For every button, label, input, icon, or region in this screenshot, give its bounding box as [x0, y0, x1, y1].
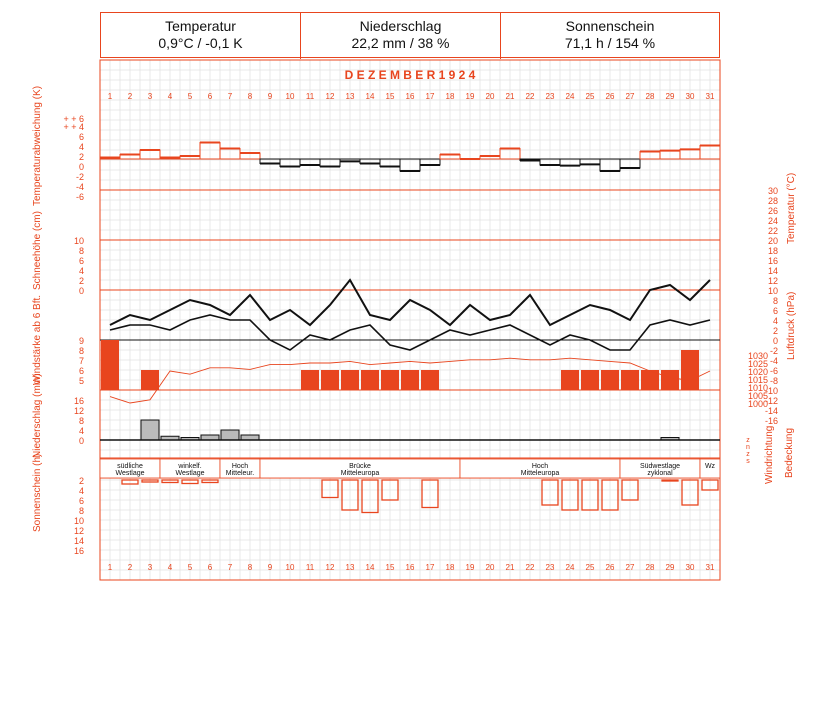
day-label-top: 15	[385, 92, 395, 101]
day-label-bottom: 27	[625, 563, 635, 572]
temp-anomaly-tick: 4	[78, 142, 84, 152]
precip-axis-label: Niederschlag (mm)	[32, 373, 43, 458]
weather-type-label: Hoch	[531, 463, 549, 470]
temperature-tick: 0	[772, 336, 778, 346]
winddir-tick: n	[746, 444, 750, 451]
day-label-bottom: 2	[127, 563, 133, 572]
temperature-tick: -2	[769, 346, 778, 356]
day-label-bottom: 24	[565, 563, 575, 572]
day-label-top: 9	[267, 92, 273, 101]
weather-type-label: Brücke	[349, 463, 371, 470]
day-label-top: 6	[207, 92, 213, 101]
temp-anomaly-tick: -4	[75, 182, 84, 192]
day-label-bottom: 22	[525, 563, 535, 572]
weather-type-label: südliche	[117, 463, 143, 470]
precip-title: Niederschlag	[359, 18, 442, 34]
day-label-top: 5	[187, 92, 193, 101]
cloud-right-axis-label: Bedeckung	[784, 427, 795, 478]
day-label-top: 11	[305, 92, 315, 101]
day-label-top: 17	[425, 92, 435, 101]
sun-tick: 8	[78, 506, 84, 516]
winddir-tick: z	[746, 451, 750, 458]
wind-bar	[321, 370, 339, 390]
day-label-top: 10	[285, 92, 295, 101]
temperature-tick: 10	[767, 286, 778, 296]
precip-tick: 4	[78, 426, 84, 436]
day-label-top: 31	[705, 92, 715, 101]
temp-anomaly-tick: 2	[78, 152, 84, 162]
wind-tick: 6	[78, 366, 84, 376]
sun-title: Sonnenschein	[565, 18, 655, 34]
sun-tick: 16	[73, 546, 84, 556]
wind-bar	[341, 370, 359, 390]
sun-tick: 10	[73, 516, 84, 526]
precip-tick: 0	[78, 436, 84, 446]
temperature-tick: 12	[767, 276, 778, 286]
wind-bar	[661, 370, 679, 390]
sunshine-bar	[662, 480, 678, 481]
winddir-right-axis-label: Windrichtung	[764, 425, 775, 484]
sun-tick: 12	[73, 526, 84, 536]
pressure-tick: 1030	[747, 351, 768, 361]
weather-type-label: Mitteleuropa	[520, 470, 560, 477]
temperature-tick: 2	[772, 326, 778, 336]
wind-tick: 9	[78, 336, 84, 346]
weather-type-label: Wz	[704, 463, 716, 470]
temperature-tick: -8	[769, 376, 778, 386]
precip-tick: 8	[78, 416, 84, 426]
weather-type-label: Südwestlage	[639, 463, 681, 470]
temperature-tick: 6	[772, 306, 778, 316]
day-label-bottom: 30	[685, 563, 695, 572]
temperature-tick: 8	[772, 296, 778, 306]
weather-type-label: winkelf.	[178, 463, 202, 470]
day-label-top: 13	[345, 92, 355, 101]
sun-axis-label: Sonnenschein (h)	[32, 453, 43, 532]
day-label-top: 22	[525, 92, 535, 101]
precip-bar	[221, 430, 239, 440]
day-label-bottom: 9	[267, 563, 273, 572]
temperature-tick: 30	[767, 186, 778, 196]
pressure-tick: 1010	[747, 383, 768, 393]
temperature-tick: -6	[769, 366, 778, 376]
temperature-tick: -10	[764, 386, 778, 396]
day-label-top: 4	[167, 92, 173, 101]
pressure-tick: 1000	[747, 399, 768, 409]
day-label-bottom: 7	[227, 563, 233, 572]
pressure-tick: 1015	[747, 375, 768, 385]
day-label-bottom: 6	[207, 563, 213, 572]
day-label-bottom: 20	[485, 563, 495, 572]
day-label-top: 16	[405, 92, 415, 101]
temperature-tick: -14	[764, 406, 778, 416]
day-label-bottom: 8	[247, 563, 253, 572]
day-label-bottom: 31	[705, 563, 715, 572]
sun-value: 71,1 h / 154 %	[564, 35, 656, 51]
temperature-tick: 20	[767, 236, 778, 246]
temp-anomaly-tick: -6	[75, 192, 84, 202]
temp-title: Temperatur	[165, 18, 236, 34]
temperature-tick: 26	[767, 206, 778, 216]
day-label-bottom: 23	[545, 563, 555, 572]
day-label-top: 29	[665, 92, 675, 101]
temp-value: 0,9°C / -0,1 K	[158, 35, 243, 51]
pressure-tick: 1005	[747, 391, 768, 401]
temp-right-axis-label: Temperatur (°C)	[786, 172, 797, 244]
temperature-tick: 28	[767, 196, 778, 206]
weather-type-label: zyklonal	[647, 470, 673, 477]
wind-tick: 8	[78, 346, 84, 356]
temp-anomaly-tick: + + 4	[63, 122, 84, 132]
precip-value: 22,2 mm / 38 %	[351, 35, 450, 51]
wind-bar	[301, 370, 319, 390]
day-label-bottom: 4	[167, 563, 173, 572]
temp-anomaly-axis-label: Temperaturabweichung (K)	[32, 85, 43, 206]
day-label-top: 27	[625, 92, 635, 101]
day-label-top: 2	[127, 92, 133, 101]
day-label-top: 8	[247, 92, 253, 101]
day-label-bottom: 25	[585, 563, 595, 572]
winddir-tick: z	[746, 437, 750, 444]
pressure-tick: 1025	[747, 359, 768, 369]
day-label-bottom: 26	[605, 563, 615, 572]
wind-bar	[141, 370, 159, 390]
day-label-bottom: 17	[425, 563, 435, 572]
day-label-top: 20	[485, 92, 495, 101]
temperature-tick: -12	[764, 396, 778, 406]
day-label-bottom: 13	[345, 563, 355, 572]
sun-tick: 4	[78, 486, 84, 496]
temperature-tick: 16	[767, 256, 778, 266]
sun-tick: 14	[73, 536, 84, 546]
wind-bar	[601, 370, 619, 390]
snow-tick: 10	[73, 236, 84, 246]
day-label-top: 26	[605, 92, 615, 101]
temperature-tick: 24	[767, 216, 778, 226]
day-label-bottom: 5	[187, 563, 193, 572]
day-label-bottom: 16	[405, 563, 415, 572]
day-label-bottom: 15	[385, 563, 395, 572]
day-label-top: 7	[227, 92, 233, 101]
day-label-bottom: 14	[365, 563, 375, 572]
wind-bar	[421, 370, 439, 390]
temp-anomaly-tick: -2	[75, 172, 84, 182]
wind-bar	[401, 370, 419, 390]
winddir-tick: s	[746, 458, 750, 465]
day-label-top: 1	[107, 92, 113, 101]
day-label-bottom: 21	[505, 563, 515, 572]
precip-bar	[201, 435, 219, 440]
day-label-top: 21	[505, 92, 515, 101]
precip-bar	[141, 420, 159, 440]
day-label-bottom: 11	[305, 563, 315, 572]
snow-tick: 4	[78, 266, 84, 276]
temperature-tick: 14	[767, 266, 778, 276]
precip-tick: 12	[73, 406, 84, 416]
temp-anomaly-tick: 6	[78, 132, 84, 142]
weather-type-label: Mitteleur.	[225, 470, 255, 477]
wind-tick: 5	[78, 376, 84, 386]
snow-tick: 2	[78, 276, 84, 286]
day-label-top: 24	[565, 92, 575, 101]
temperature-tick: 4	[772, 316, 778, 326]
wind-bar	[361, 370, 379, 390]
precip-bar	[241, 435, 259, 440]
day-label-bottom: 29	[665, 563, 675, 572]
wind-tick: 7	[78, 356, 84, 366]
day-label-bottom: 28	[645, 563, 655, 572]
pressure-tick: 1020	[747, 367, 768, 377]
day-label-bottom: 3	[147, 563, 153, 572]
day-label-top: 25	[585, 92, 595, 101]
temp-anomaly-tick: 0	[78, 162, 84, 172]
pressure-right-axis-label: Luftdruck (hPa)	[786, 291, 797, 360]
wind-bar	[561, 370, 579, 390]
day-label-top: 23	[545, 92, 555, 101]
day-label-bottom: 10	[285, 563, 295, 572]
temperature-tick: -16	[764, 416, 778, 426]
wind-bar	[381, 370, 399, 390]
snow-tick: 0	[78, 286, 84, 296]
temp-anomaly-tick: + + 6	[63, 114, 84, 124]
weather-type-label: Westlage	[175, 470, 205, 477]
weather-type-label: Westlage	[115, 470, 145, 477]
day-label-top: 14	[365, 92, 375, 101]
wind-bar	[621, 370, 639, 390]
day-label-bottom: 18	[445, 563, 455, 572]
day-label-bottom: 1	[107, 563, 113, 572]
day-label-top: 12	[325, 92, 335, 101]
wind-axis-label: Windstärke ab 6 Bft.	[32, 294, 43, 385]
day-label-bottom: 12	[325, 563, 335, 572]
temperature-tick: 18	[767, 246, 778, 256]
snow-tick: 6	[78, 256, 84, 266]
precip-tick: 16	[73, 396, 84, 406]
temperature-tick: 22	[767, 226, 778, 236]
day-label-top: 19	[465, 92, 475, 101]
weather-type-label: Mitteleuropa	[340, 470, 380, 477]
wind-bar	[581, 370, 599, 390]
day-label-top: 30	[685, 92, 695, 101]
day-label-top: 28	[645, 92, 655, 101]
day-label-bottom: 19	[465, 563, 475, 572]
temperature-tick: -4	[769, 356, 778, 366]
sun-tick: 6	[78, 496, 84, 506]
wind-bar	[101, 340, 119, 390]
day-label-top: 3	[147, 92, 153, 101]
snow-tick: 8	[78, 246, 84, 256]
sun-tick: 2	[78, 476, 84, 486]
day-label-top: 18	[445, 92, 455, 101]
weather-type-label: Hoch	[231, 463, 249, 470]
snow-axis-label: Schneehöhe (cm)	[32, 211, 43, 290]
month-title: D E Z E M B E R 1 9 2 4	[344, 68, 476, 82]
